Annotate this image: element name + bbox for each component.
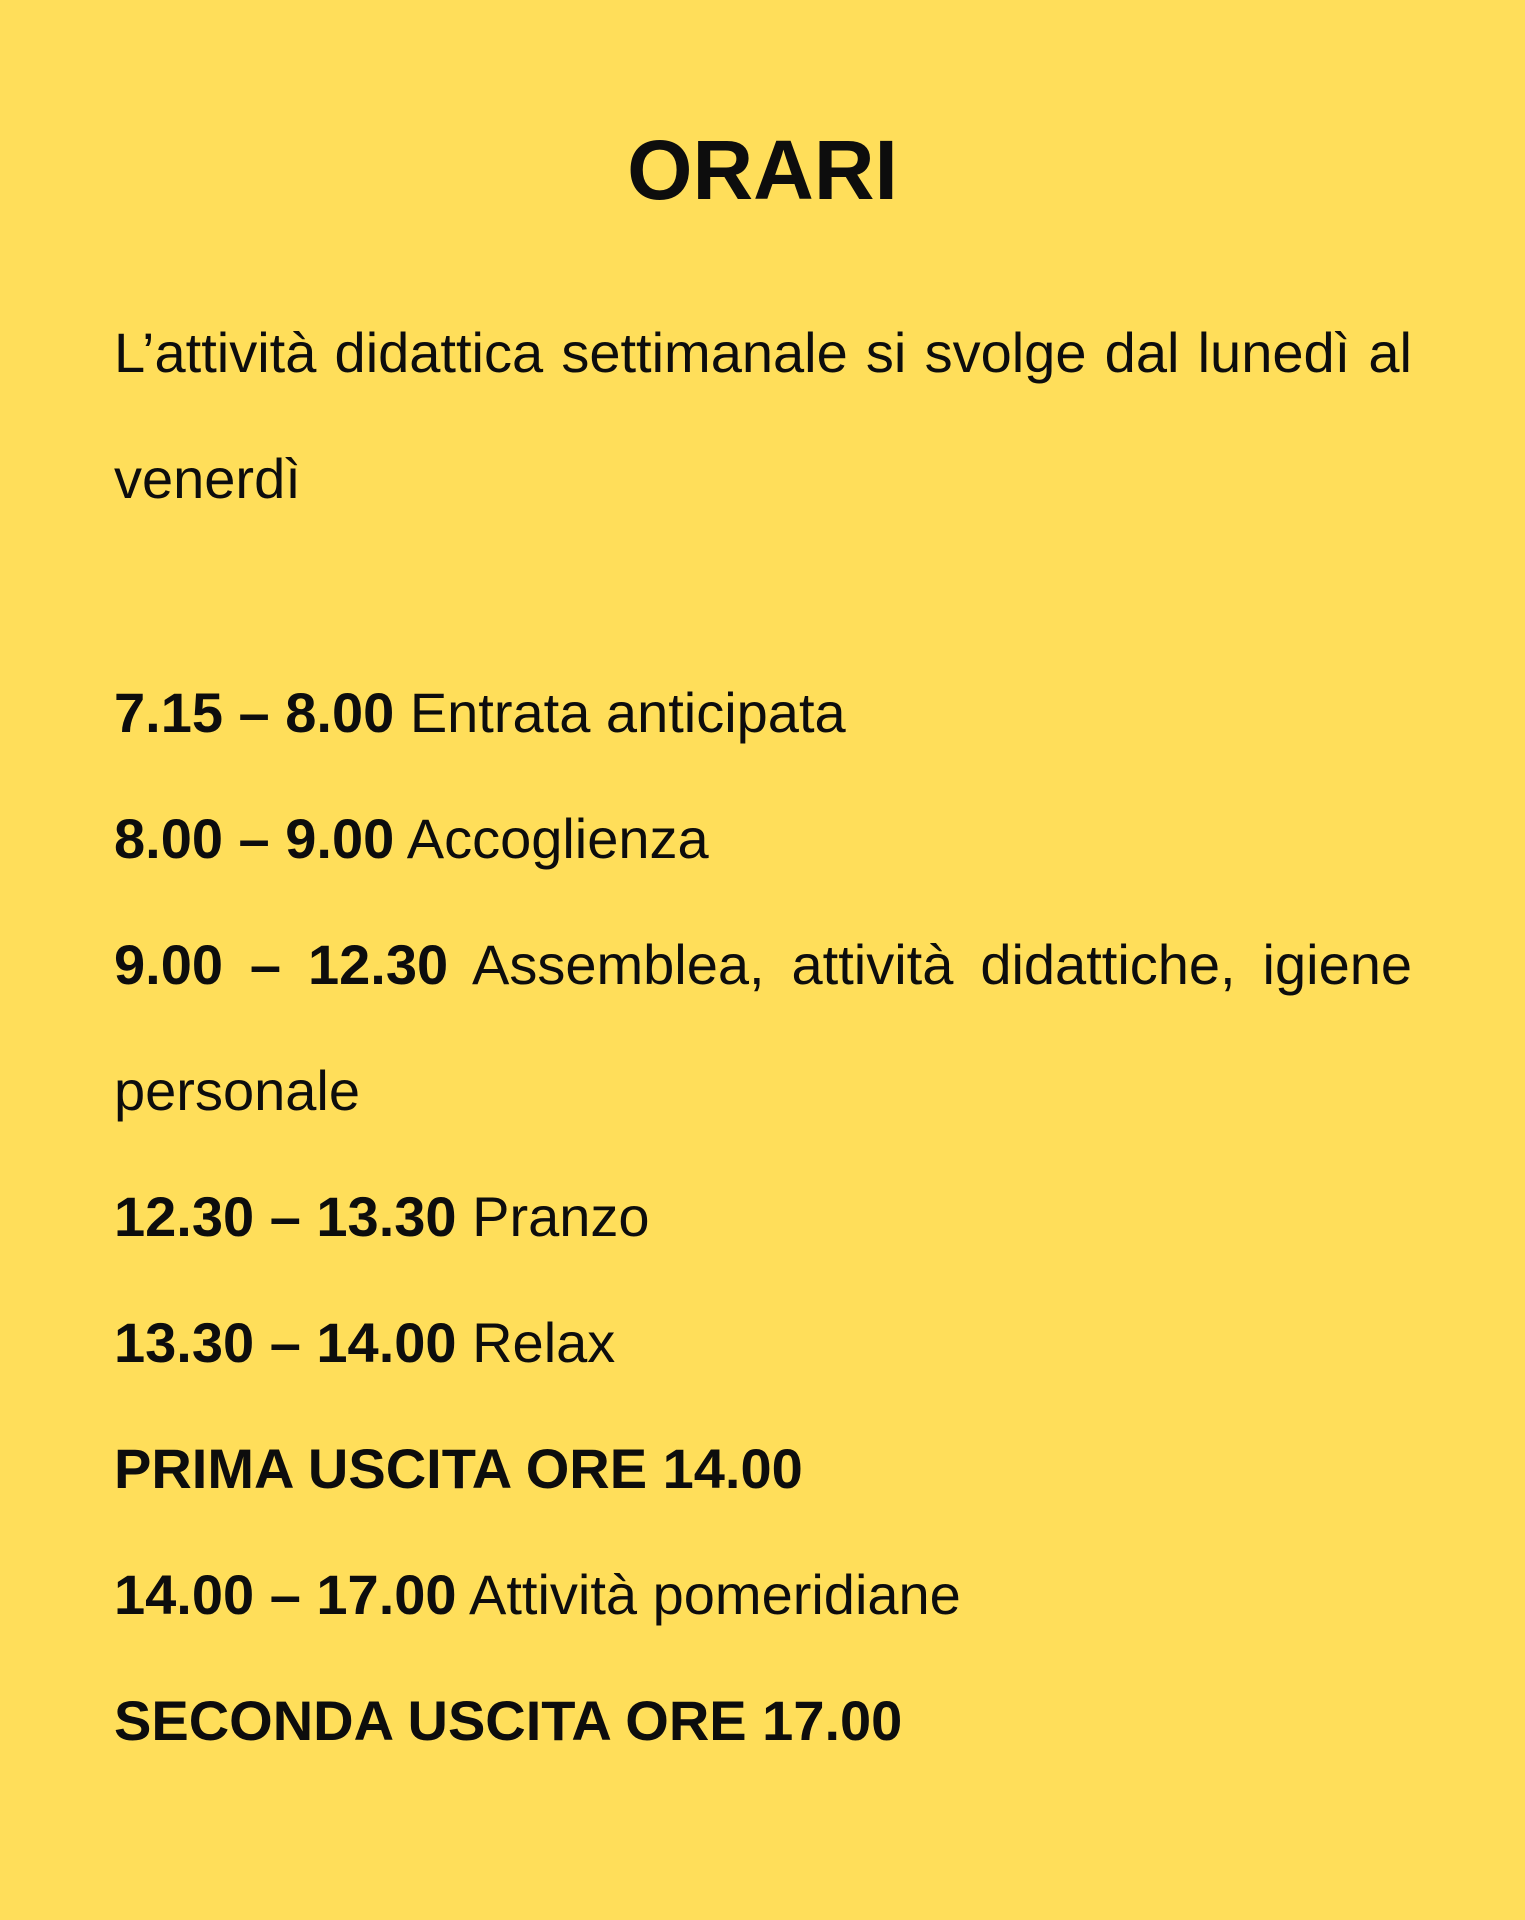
- schedule-list: [114, 650, 1412, 1784]
- page-title: ORARI: [627, 123, 898, 217]
- schedule-activity: Accoglienza: [406, 807, 709, 870]
- schedule-time: 12.30 – 13.30: [114, 1185, 457, 1248]
- intro-text: L’attività didattica settimanale si svolge dal lunedì al venerdì: [114, 321, 1412, 510]
- schedule-item-afternoon-activities: [114, 1532, 1412, 1658]
- schedule-time: 7.15 – 8.00: [114, 681, 395, 744]
- schedule-activity: Assemblea, attività didattiche, igiene personale: [114, 933, 1413, 1122]
- schedule-item-welcome: [114, 776, 1412, 902]
- schedule-time: 14.00 – 17.00: [114, 1563, 457, 1626]
- second-exit-notice: SECONDA USCITA ORE 17.00: [114, 1689, 903, 1752]
- schedule-item-relax: [114, 1280, 1412, 1406]
- schedule-activity: Relax: [472, 1311, 616, 1374]
- schedule-item-morning-activities: [114, 902, 1412, 1154]
- schedule-activity: Attività pomeridiane: [469, 1563, 961, 1626]
- schedule-time: 8.00 – 9.00: [114, 807, 395, 870]
- schedule-activity: Pranzo: [472, 1185, 650, 1248]
- first-exit-notice: PRIMA USCITA ORE 14.00: [114, 1437, 803, 1500]
- schedule-item-early-entry: [114, 650, 1412, 776]
- schedule-time: 9.00 – 12.30: [114, 933, 449, 996]
- schedule-item-lunch: [114, 1154, 1412, 1280]
- schedule-time: 13.30 – 14.00: [114, 1311, 457, 1374]
- schedule-activity: Entrata anticipata: [409, 681, 846, 744]
